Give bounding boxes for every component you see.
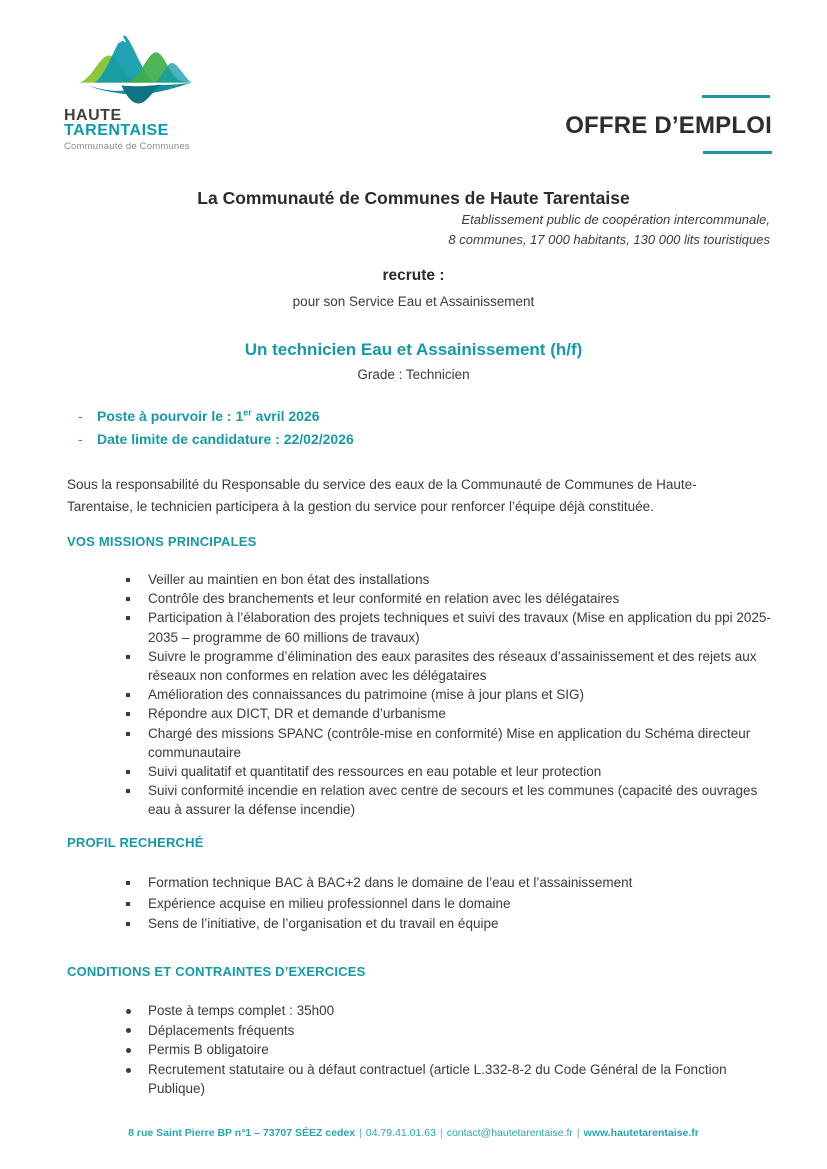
date-row xyxy=(78,428,354,451)
org-title: La Communauté de Communes de Haute Tarentaise xyxy=(197,188,630,208)
summary-paragraph: Sous la responsabilité du Responsable du service des eaux de la Communauté de Communes de Haute-Tarentaise, le technicien participera à la gestion du service pour renforcer l’équipe déjà constituée. xyxy=(67,477,697,514)
list-item: Suivi qualitatif et quantitatif des ressources en eau potable et leur protection xyxy=(125,762,775,781)
list-item: Expérience acquise en milieu professionnel dans le domaine xyxy=(125,894,775,913)
conditions-list xyxy=(125,1001,775,1099)
list-item: Participation à l’élaboration des projets techniques et suivi des travaux (Mise en application du ppi 2025-2035 – programme de 60 millions de travaux) xyxy=(125,608,775,646)
logo-subtitle: Communauté de Communes xyxy=(64,141,190,152)
mountains-logo-icon xyxy=(76,32,194,106)
dash-icon: - xyxy=(78,431,83,447)
service-line: pour son Service Eau et Assainissement xyxy=(292,294,535,309)
date-text-suffix: avril 2026 xyxy=(251,408,320,424)
offer-title: OFFRE D’EMPLOI xyxy=(565,112,772,139)
list-item: Veiller au maintien en bon état des installations xyxy=(125,570,775,589)
job-title: Un technicien Eau et Assainissement (h/f) xyxy=(244,340,583,359)
footer-phone: 04.79.41.01.63 xyxy=(365,1127,436,1139)
list-item: Recrutement statutaire ou à défaut contractuel (article L.332-8-2 du Code Général de la Fonction Publique) xyxy=(125,1060,775,1098)
org-desc-line2: 8 communes, 17 000 habitants, 130 000 lits touristiques xyxy=(448,232,770,247)
footer-separator: | xyxy=(439,1127,443,1139)
date-text xyxy=(97,405,320,428)
footer-separator: | xyxy=(576,1127,580,1139)
footer-separator: | xyxy=(359,1127,362,1139)
list-item: Chargé des missions SPANC (contrôle-mise en conformité) Mise en application du Schéma directeur communautaire xyxy=(125,724,775,762)
section-profil-heading: PROFIL RECHERCHÉ xyxy=(67,835,204,850)
list-item: Sens de l’initiative, de l’organisation et du travail en équipe xyxy=(125,914,775,933)
footer-email: contact@hautetarentaise.fr xyxy=(446,1127,573,1139)
key-dates xyxy=(78,405,354,451)
section-conditions-heading: CONDITIONS ET CONTRAINTES D’EXERCICES xyxy=(67,964,366,979)
missions-list xyxy=(125,570,775,820)
date-text-prefix: Poste à pourvoir le : 1 xyxy=(97,408,244,424)
logo-title xyxy=(64,108,204,138)
date-text-sup: er xyxy=(243,407,252,418)
teal-rule-top xyxy=(702,95,770,98)
list-item: Suivre le programme d’élimination des eaux parasites des réseaux d’assainissement et des rejets aux réseaux non conformes en relation avec les délégataires xyxy=(125,647,775,685)
date-text: Date limite de candidature : 22/02/2026 xyxy=(97,431,354,447)
recrute-line: recrute : xyxy=(382,267,445,284)
list-item: Poste à temps complet : 35h00 xyxy=(125,1001,775,1020)
org-desc-line1: Etablissement public de coopération intercommunale, xyxy=(461,212,770,227)
list-item: Répondre aux DICT, DR et demande d’urbanisme xyxy=(125,704,775,723)
footer-address: 8 rue Saint Pierre BP n°1 – 73707 SÉEZ cedex xyxy=(128,1127,356,1139)
section-missions-heading: VOS MISSIONS PRINCIPALES xyxy=(67,534,257,549)
logo xyxy=(64,32,204,152)
list-item: Suivi conformité incendie en relation avec centre de secours et les communes (capacité des ouvrages eau à assurer la défense incendie) xyxy=(125,781,775,819)
list-item: Amélioration des connaissances du patrimoine (mise à jour plans et SIG) xyxy=(125,685,775,704)
profil-list xyxy=(125,873,775,935)
teal-rule-bottom xyxy=(703,151,772,154)
grade-line: Grade : Technicien xyxy=(357,367,470,382)
footer-website: www.hautetarentaise.fr xyxy=(583,1127,699,1139)
list-item: Déplacements fréquents xyxy=(125,1021,775,1040)
logo-title-line1: HAUTE xyxy=(64,107,122,124)
list-item: Contrôle des branchements et leur conformité en relation avec les délégataires xyxy=(125,589,775,608)
dash-icon: - xyxy=(78,408,83,424)
footer xyxy=(0,1127,827,1139)
list-item: Permis B obligatoire xyxy=(125,1040,775,1059)
list-item: Formation technique BAC à BAC+2 dans le domaine de l’eau et l’assainissement xyxy=(125,873,775,892)
logo-title-line2: TARENTAISE xyxy=(64,122,169,139)
date-row xyxy=(78,405,354,428)
